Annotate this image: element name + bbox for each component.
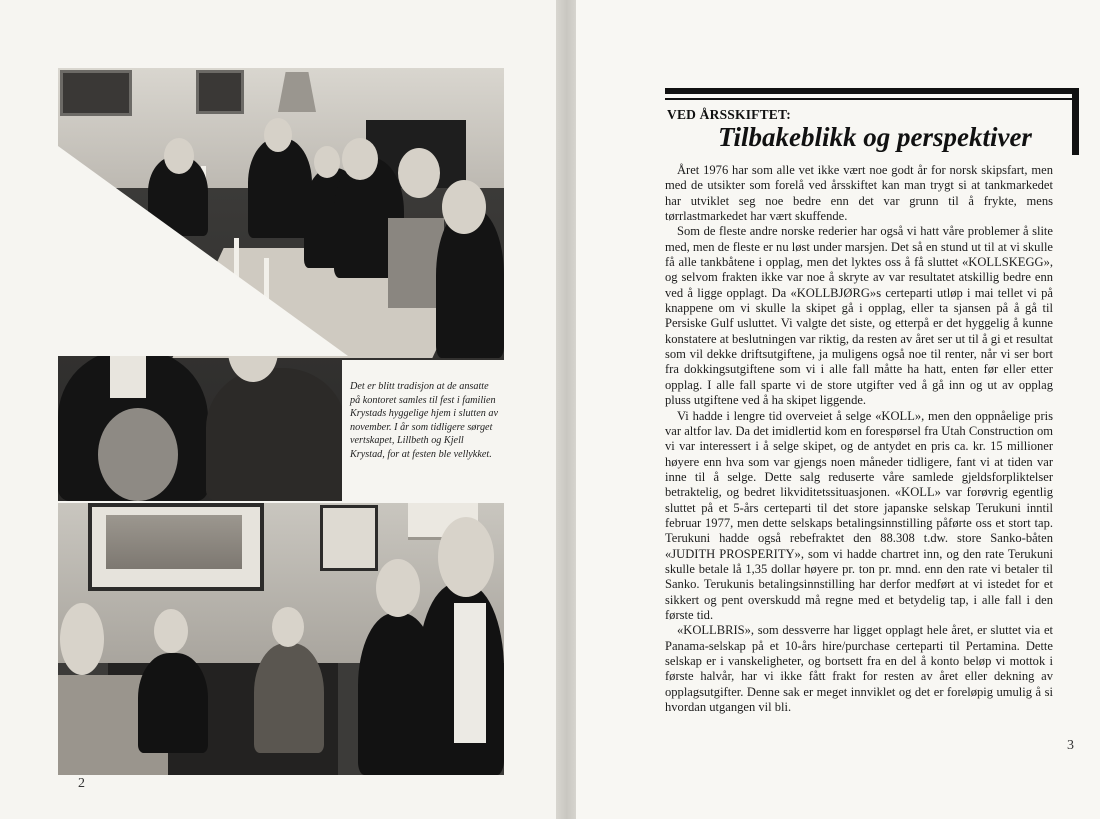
guest-face: [264, 118, 292, 152]
guest-face: [154, 609, 188, 653]
guest: [254, 643, 324, 753]
article-paragraph: Året 1976 har som alle vet ikke vært noe godt år for norsk skipsfart, men med de utsikter som forelå ved årsskiftet kan man trygt si at tankmarkedet har utviklet seg noe bedre enn det var grunn til å frykte, mens tørrlastmarkedet har vært skuffende.: [665, 163, 1053, 224]
guest-face: [60, 603, 104, 675]
page-number-left: 2: [78, 776, 85, 791]
wall-painting: [196, 70, 244, 114]
page-number-right: 3: [1067, 738, 1074, 753]
guest-face: [442, 180, 486, 234]
guest-face: [164, 138, 194, 174]
article-kicker: VED ÅRSSKIFTET:: [667, 107, 791, 122]
wall-painting: [60, 70, 132, 116]
guest: [248, 138, 312, 238]
guest: [138, 653, 208, 753]
hostess-face: [376, 559, 420, 617]
photo-caption: Det er blitt tradisjon at de ansatte på kontoret samles til fest i familien Krystads hyggelige hjem i slutten av november. I år som tidligere sørget vertskapet, Lillbeth og Kjell Krystad, for at festen ble vellykket.: [350, 381, 498, 460]
host-face: [438, 517, 494, 597]
guest-face: [314, 146, 340, 178]
header-rule: [665, 88, 1079, 94]
guest-back-of-head: [98, 408, 178, 501]
guest-face: [342, 138, 378, 180]
host-shirt: [454, 603, 486, 743]
article-paragraph: Vi hadde i lengre tid overveiet å selge «KOLL», men den oppnåelige pris var altfor lav. Da det imidlertid kom en forespørsel fra Utah Construction om vi var interessert i å selge skipet, og de antydet en pris ca. kr. 15 millioner høyere enn hva som var gjengs noen måneder tidligere, fant vi at tiden var inne til å selge. Dette salg reduserte våre samlede gjeldsforpliktelser betraktelig, og bedret likviditetssituasjonen. «KOLL» var forøvrig egentlig sluttet på et 5-års certeparti til det store japanske selskap Terukuni inntil februar 1977, men dette selskaps betalingsinnstilling påførte oss et stort tap. Terukuni hadde også rebefraktet den 88.308 t.dw. store Sanko-båten «JUDITH PROSPERITY», som vi hadde chartret inn, og den rate Terukuni skulle betale lå 1,35 dollar høyere pr. ton pr. mnd. enn den rate vi betaler til Sanko. Terukunis betalingsinnstilling har derfor medført at vi istedet for et sikkert og pent overskudd må regne med et betydelig tap, i alle fall i den første tid.: [665, 408, 1053, 622]
article-paragraph: «KOLLBRIS», som dessverre har ligget opplagt hele året, er sluttet via et Panama-selskap på et 10-års hire/purchase certeparti til Pertamina. Dette selskap er i vanskeligheter, og bortsett fra en del å konto beløp vi mottok i første halvår, har vi ikke fått frakt for resten av året eller dekning av opplagsutgifter. Denne sak er meget innviklet og det er foreløpig umulig å si hvordan utgangen vil bli.: [665, 623, 1053, 715]
framed-painting: [88, 503, 264, 591]
article-paragraph: Som de fleste andre norske rederier har også vi hatt våre problemer å slite med, men de fleste er nu løst under marsjen. Det så en stund ut til at vi skulle få alle tankbåtene i opplag, men det lyktes oss å få sluttet «KOLLSKEGG», og selvom frakten ikke var noe å skryte av var resultatet atskillig bedre enn ved å ligge opplagt. Da «KOLLBJØRG»s certeparti utløp i mai tellet vi på knappene om vi skulle la skipet gå i opplag, eller ta sjansen på å gå til Persiske Gulf usluttet. Vi valgte det siste, og etterpå er det hyggelig å kunne konstatere at beslutningen var riktig, da resten av året ser ut til å gi et resultat som vil dekke driftsutgiftene, ja muligens også noe til renter, når vi ser bort fra dokkingsutgiftene som vi i alle fall måtte ha hatt, enten før eller etter opplag. I alle fall sparte vi de store utgifter ved å gå inn og ut av opplag pluss utgiftene ved å ha skipet liggende.: [665, 224, 1053, 408]
living-room-photo: [58, 503, 504, 775]
host-shirt: [110, 352, 146, 398]
candle: [264, 258, 269, 300]
guest-face: [272, 607, 304, 647]
candle: [234, 238, 239, 278]
article-headline: Tilbakeblikk og perspektiver: [718, 122, 1032, 152]
article-body: [665, 163, 1053, 715]
header-rule-vertical: [1072, 88, 1079, 155]
host-woman: [206, 368, 346, 501]
header-rule: [665, 98, 1079, 100]
framed-painting: [320, 505, 378, 571]
guest-face: [398, 148, 440, 198]
